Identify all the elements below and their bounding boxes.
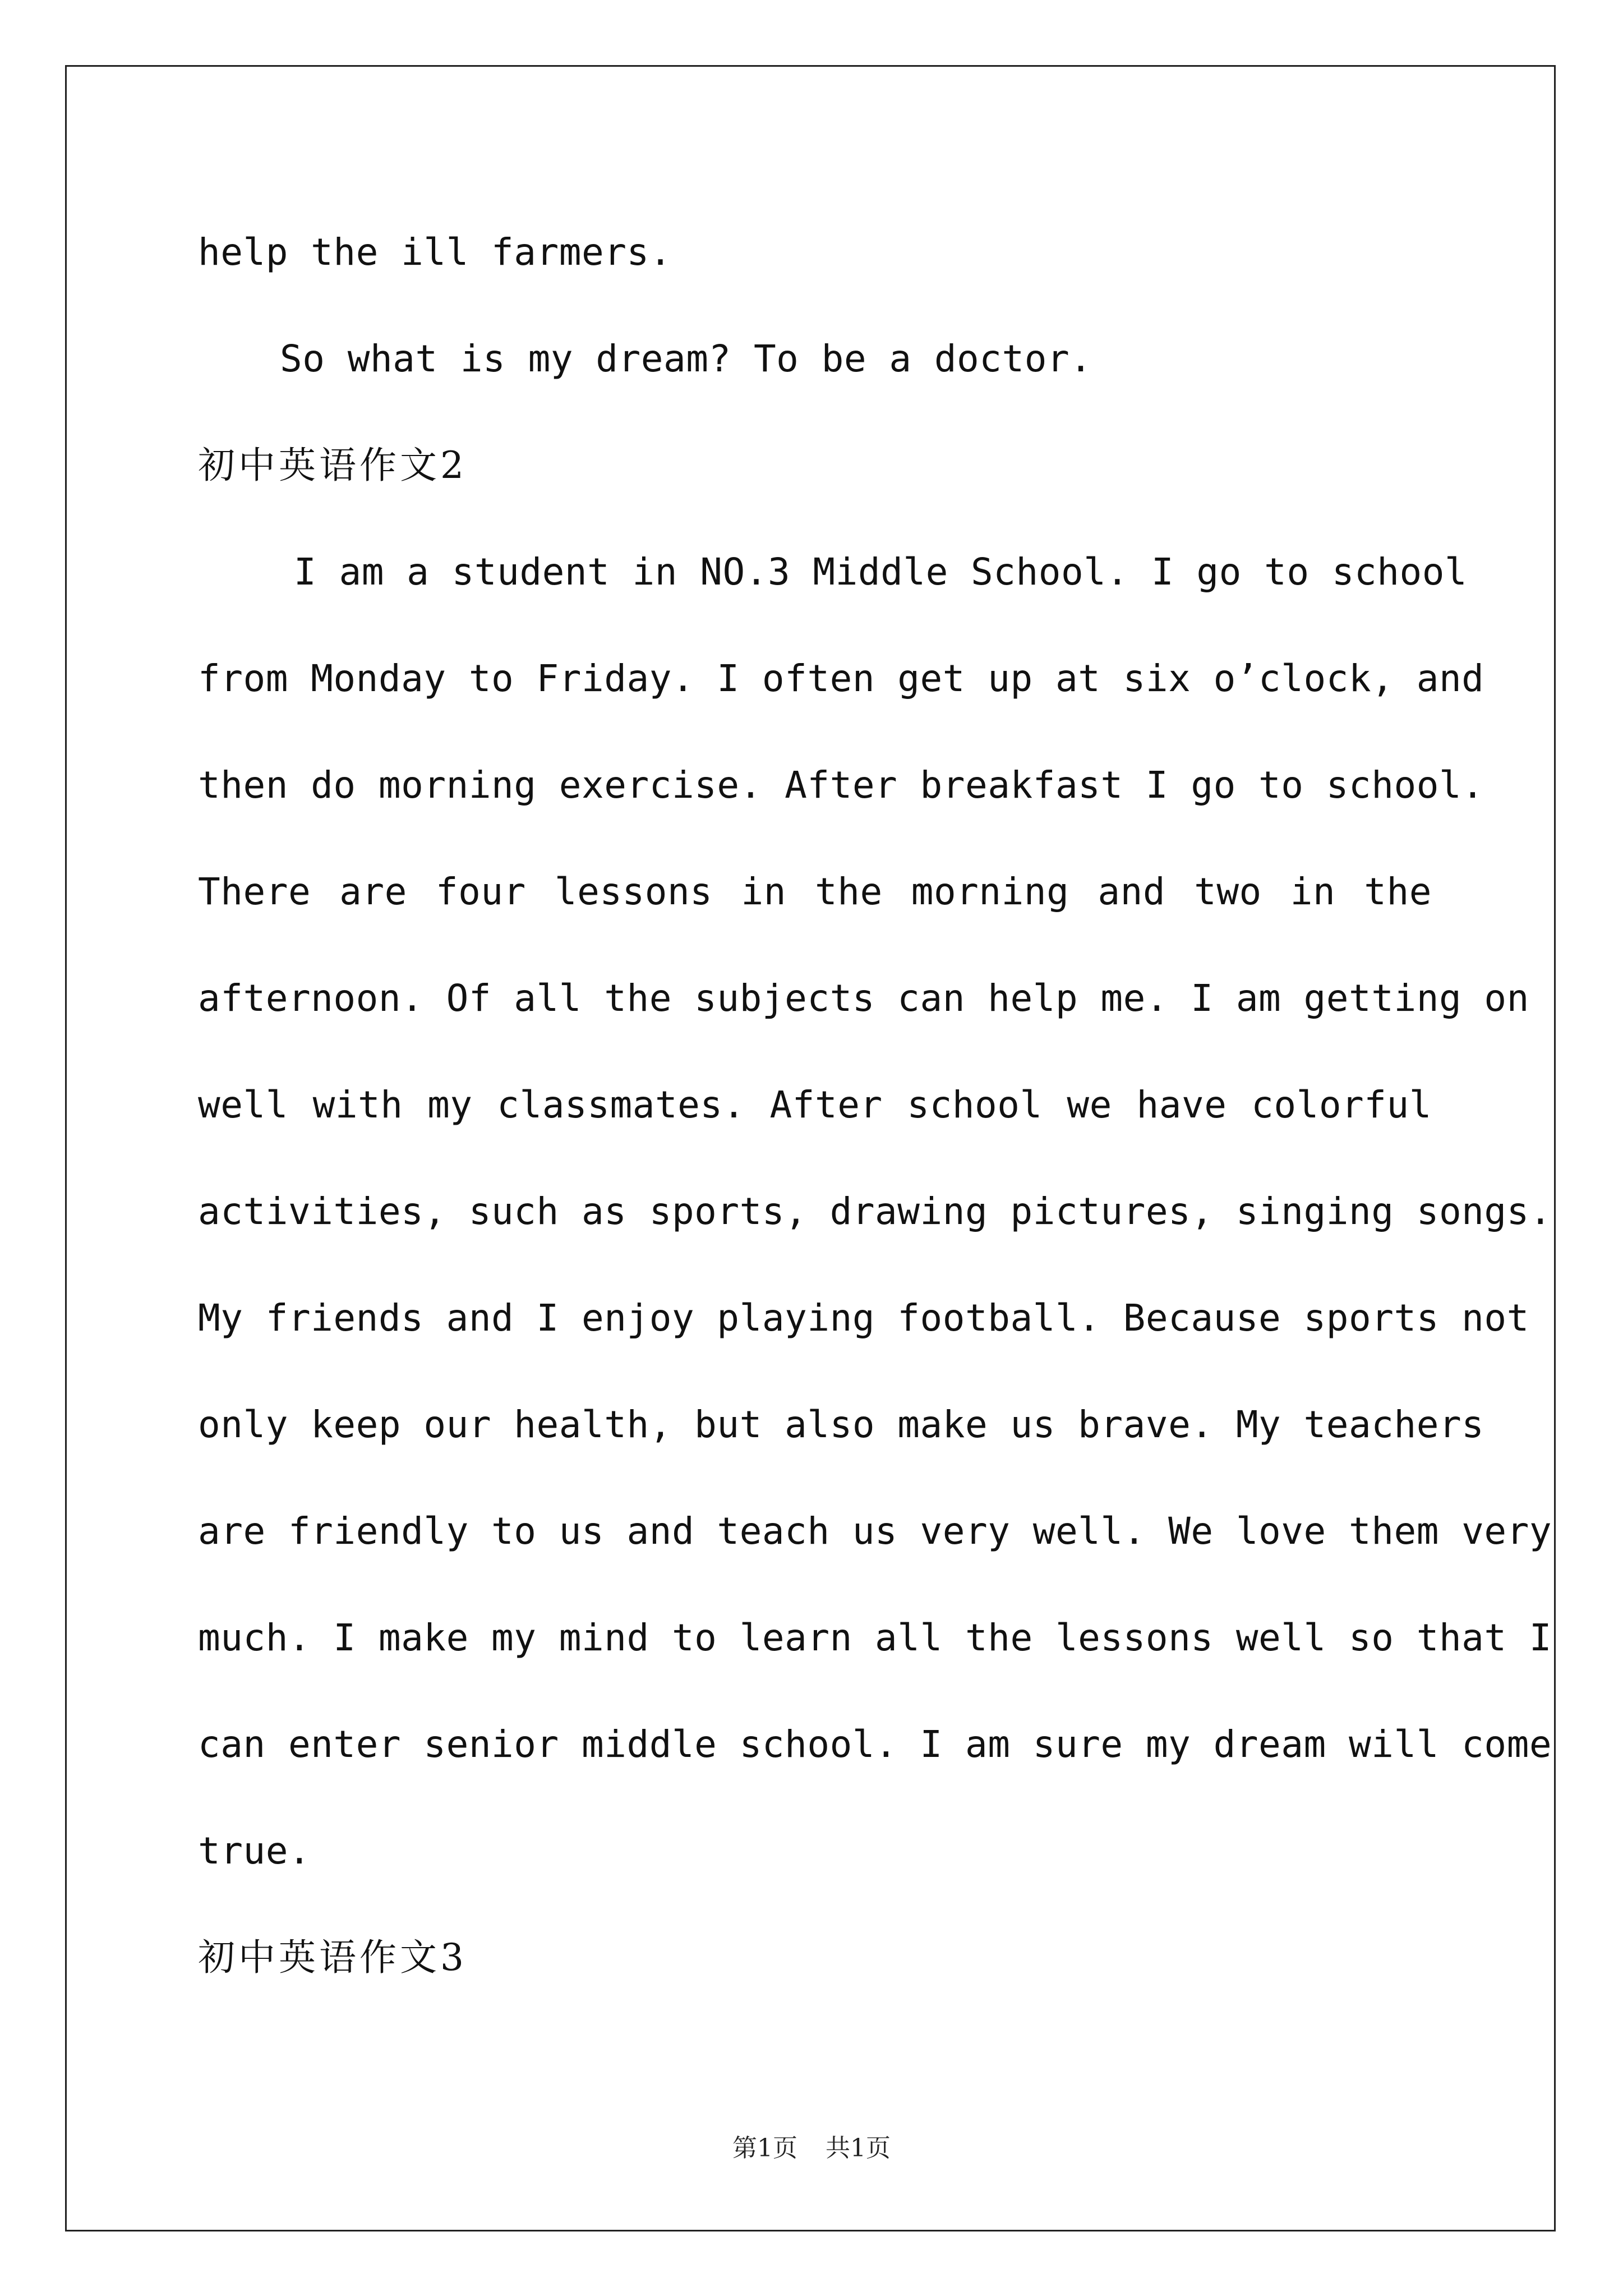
text-line: There are four lessons in the morning and two in the [198, 870, 1432, 913]
page-number: 第1页 [732, 2134, 797, 2162]
page-footer [0, 2132, 1623, 2165]
text-line: help the ill farmers. [198, 231, 672, 274]
text-line: true. [198, 1829, 311, 1872]
page-border [65, 65, 1556, 2231]
section-heading: 初中英语作文3 [198, 1936, 467, 1979]
text-line: from Monday to Friday. I often get up at six o’clock, and [198, 657, 1484, 700]
text-line: can enter senior middle school. I am sure my dream will come [198, 1723, 1552, 1766]
text-line: well with my classmates. After school we have colorful [198, 1083, 1432, 1126]
text-line: I am a student in NO.3 Middle School. I go to school [294, 550, 1468, 593]
text-line: much. I make my mind to learn all the lessons well so that I [198, 1616, 1552, 1659]
section-heading: 初中英语作文2 [198, 444, 467, 487]
text-line: are friendly to us and teach us very well. We love them very [198, 1510, 1552, 1553]
text-line: activities, such as sports, drawing pictures, singing songs. [198, 1190, 1552, 1233]
text-line: then do morning exercise. After breakfast I go to school. [198, 763, 1484, 807]
text-line: My friends and I enjoy playing football. Because sports not [198, 1296, 1529, 1340]
text-line: So what is my dream? To be a doctor. [280, 337, 1092, 380]
text-line: afternoon. Of all the subjects can help me. I am getting on [198, 977, 1529, 1020]
page-total: 共1页 [826, 2134, 891, 2162]
text-line: only keep our health, but also make us brave. My teachers [198, 1403, 1484, 1446]
